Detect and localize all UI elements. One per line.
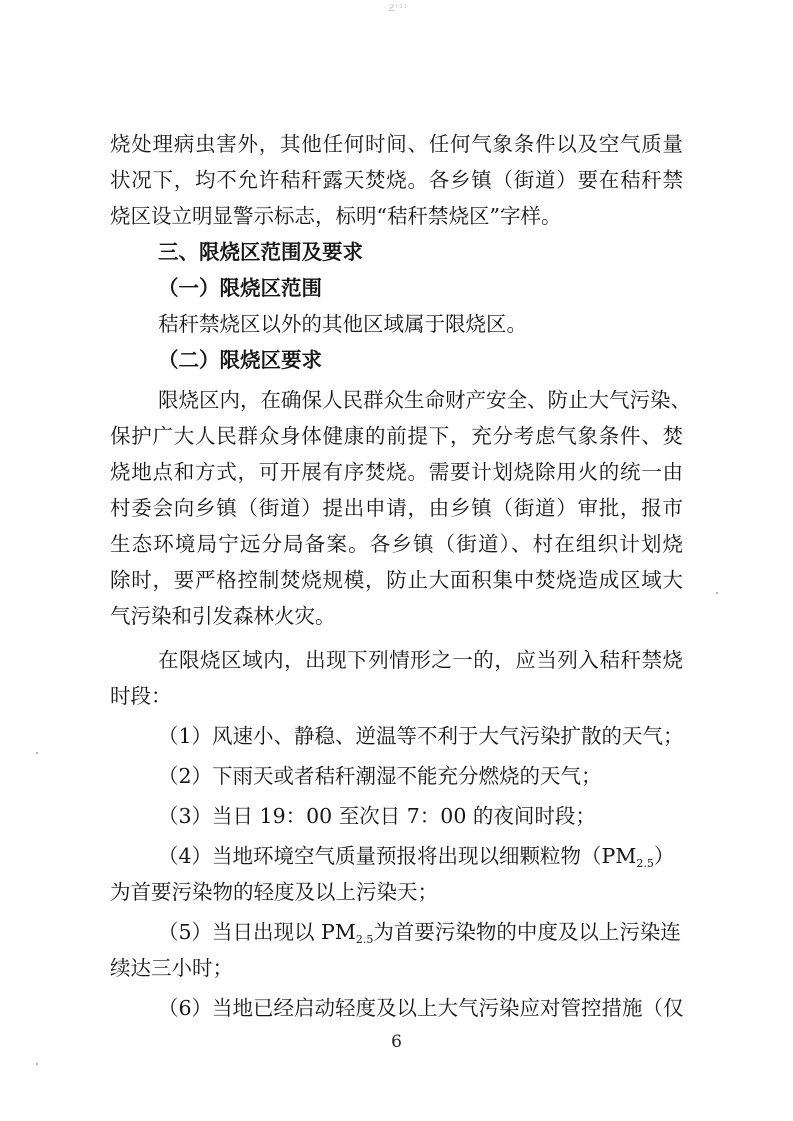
requirements-line-6: 除时，要严格控制焚烧规模，防止大面积集中焚烧造成区域大 [110,568,683,592]
scan-speck [716,592,718,594]
requirements-line-1: 限烧区内，在确保人民群众生命财产安全、防止大气污染、 [158,388,691,412]
paragraph-line-2: 状况下，均不允许秸秆露天焚烧。各乡镇（街道）要在秸秆禁 [110,168,683,192]
header-stamp-mark: ·Ƶᵗ¹¹ [384,4,409,14]
requirements-line-3: 烧地点和方式，可开展有序焚烧。需要计划烧除用火的统一由 [110,460,683,484]
requirements-line-7: 气污染和引发森林火灾。 [110,604,336,628]
paragraph-line-3: 烧区设立明显警示标志，标明“秸秆禁烧区”字样。 [110,204,562,228]
scan-speck [36,1063,38,1065]
condition-item-5-continued: 续达三小时； [110,956,233,980]
conditions-intro-line-2: 时段： [110,684,172,708]
paragraph-line-1: 烧处理病虫害外，其他任何时间、任何气象条件以及空气质量 [110,132,683,156]
requirements-line-2: 保护广大人民群众身体健康的前提下，充分考虑气象条件、焚 [110,424,683,448]
condition-item-3: （3）当日 19：00 至次日 7：00 的夜间时段； [158,804,596,828]
condition-item-5 [158,918,681,954]
pm-subscript: 2.5 [355,933,374,946]
condition-item-4-close: ） [653,844,675,868]
conditions-intro-line-1: 在限烧区域内，出现下列情形之一的，应当列入秸秆禁烧 [158,648,683,672]
condition-item-5-rest: 为首要污染物的中度及以上污染连 [373,920,681,944]
page-number: 6 [391,1032,402,1052]
condition-item-1: （1）风速小、静稳、逆温等不利于大气污染扩散的天气； [158,724,684,748]
condition-item-4 [158,842,674,878]
condition-item-4-continued: 为首要污染物的轻度及以上污染天； [110,880,438,904]
requirements-line-4: 村委会向乡镇（街道）提出申请，由乡镇（街道）审批，报市 [110,496,683,520]
section-heading-3: 三、限烧区范围及要求 [158,240,363,264]
condition-item-4-text: （4）当地环境空气质量预报将出现以细颗粒物（PM [158,844,637,868]
condition-item-5-text: （5）当日出现以 PM [158,920,356,944]
subheading-requirements: （二）限烧区要求 [158,348,322,372]
condition-item-2: （2）下雨天或者秸秆潮湿不能充分燃烧的天气； [158,764,602,788]
scan-speck [36,752,38,754]
scope-paragraph: 秸秆禁烧区以外的其他区域属于限烧区。 [158,312,527,336]
pm-subscript: 2.5 [636,857,654,870]
subheading-scope: （一）限烧区范围 [158,276,322,300]
condition-item-6: （6）当地已经启动轻度及以上大气污染应对管控措施（仅 [158,996,684,1020]
requirements-line-5: 生态环境局宁远分局备案。各乡镇（街道）、村在组织计划烧 [110,532,683,556]
